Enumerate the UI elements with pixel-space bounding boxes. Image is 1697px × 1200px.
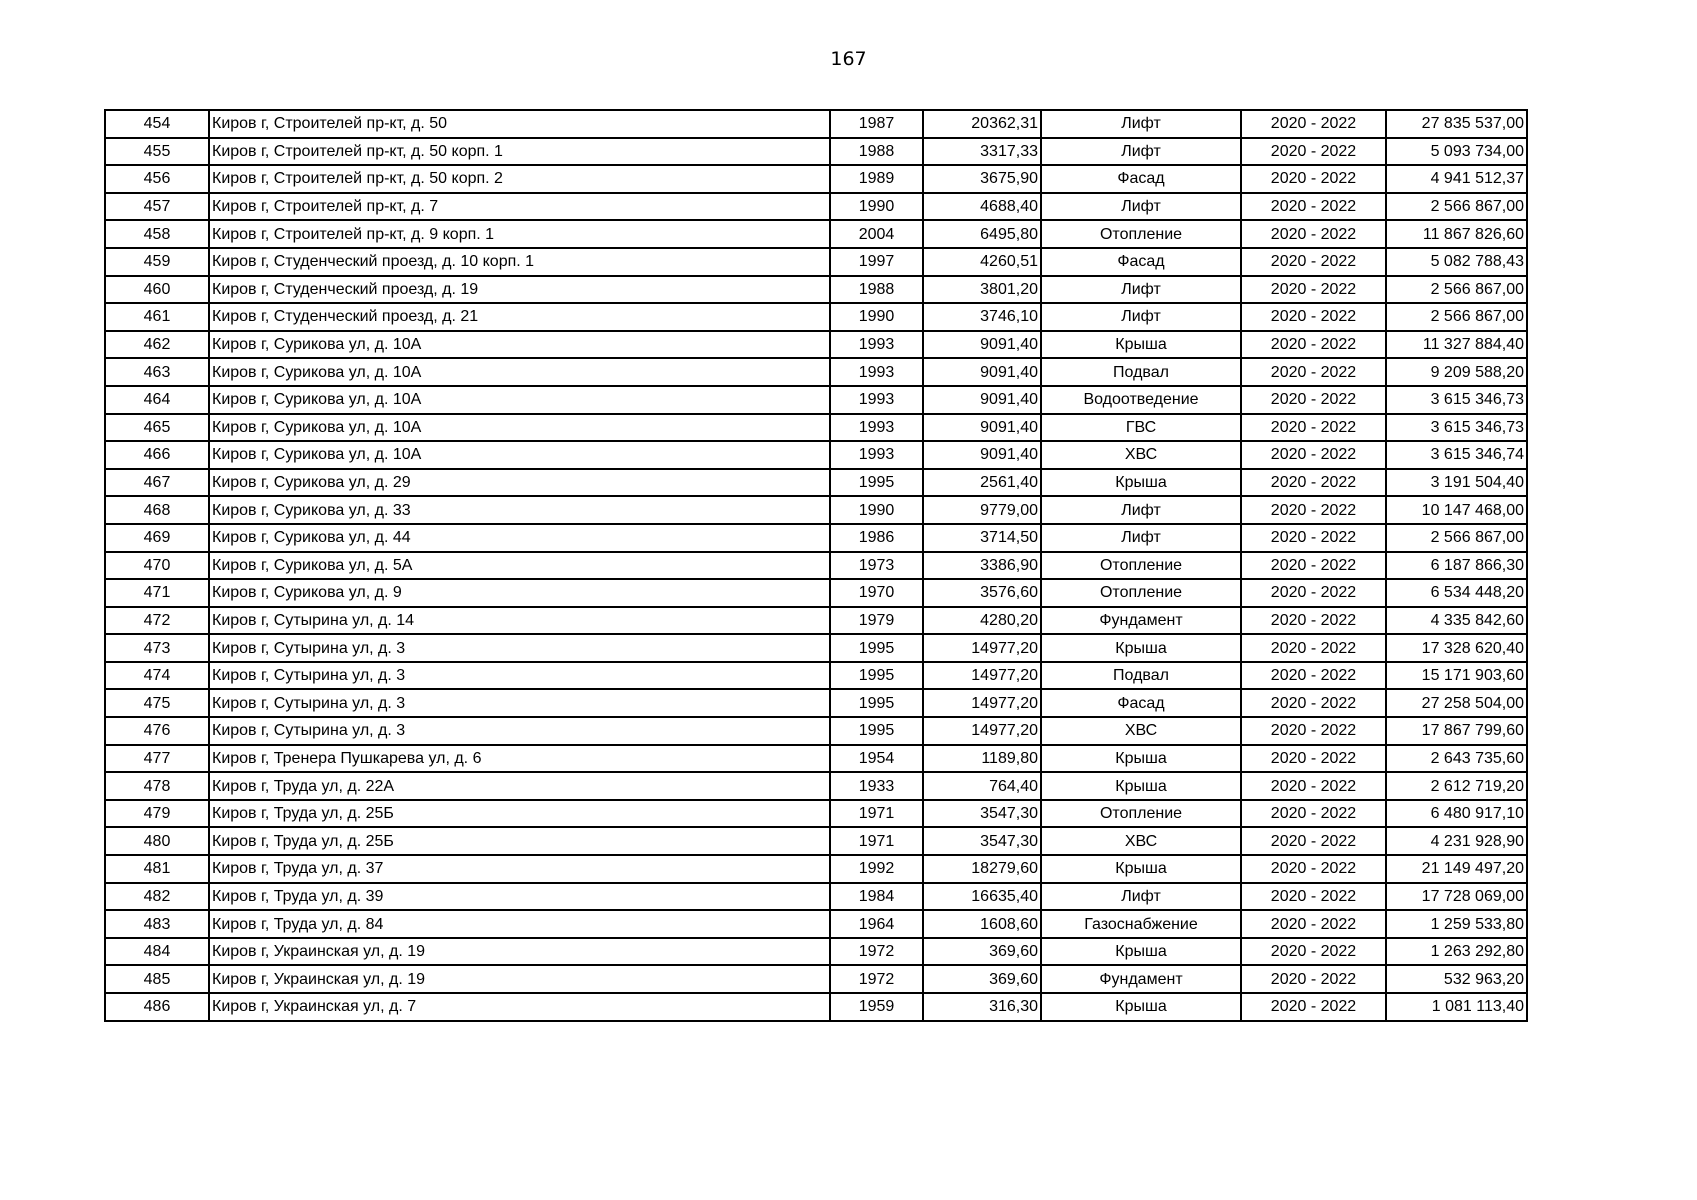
work-type-cell: Отопление bbox=[1041, 579, 1241, 607]
period-cell: 2020 - 2022 bbox=[1241, 138, 1386, 166]
row-number: 477 bbox=[105, 745, 209, 773]
area-cell: 9779,00 bbox=[923, 496, 1041, 524]
cost-cell: 11 867 826,60 bbox=[1386, 220, 1527, 248]
table-row bbox=[105, 524, 1527, 552]
work-type-cell: Лифт bbox=[1041, 496, 1241, 524]
work-type-cell: Фундамент bbox=[1041, 965, 1241, 993]
work-type-cell: Фасад bbox=[1041, 165, 1241, 193]
table-row bbox=[105, 496, 1527, 524]
area-cell: 3547,30 bbox=[923, 800, 1041, 828]
table-row bbox=[105, 883, 1527, 911]
table-row bbox=[105, 469, 1527, 497]
period-cell: 2020 - 2022 bbox=[1241, 414, 1386, 442]
work-type-cell: Лифт bbox=[1041, 303, 1241, 331]
address-cell: Киров г, Сурикова ул, д. 10А bbox=[209, 441, 830, 469]
year-cell: 1986 bbox=[830, 524, 923, 552]
area-cell: 14977,20 bbox=[923, 662, 1041, 690]
year-cell: 2004 bbox=[830, 220, 923, 248]
table-row bbox=[105, 634, 1527, 662]
work-type-cell: Отопление bbox=[1041, 552, 1241, 580]
work-type-cell: ХВС bbox=[1041, 441, 1241, 469]
cost-cell: 1 263 292,80 bbox=[1386, 938, 1527, 966]
area-cell: 369,60 bbox=[923, 965, 1041, 993]
work-type-cell: Крыша bbox=[1041, 993, 1241, 1021]
area-cell: 9091,40 bbox=[923, 331, 1041, 359]
period-cell: 2020 - 2022 bbox=[1241, 193, 1386, 221]
row-number: 483 bbox=[105, 910, 209, 938]
cost-cell: 4 231 928,90 bbox=[1386, 827, 1527, 855]
year-cell: 1993 bbox=[830, 331, 923, 359]
address-cell: Киров г, Украинская ул, д. 19 bbox=[209, 938, 830, 966]
row-number: 458 bbox=[105, 220, 209, 248]
period-cell: 2020 - 2022 bbox=[1241, 745, 1386, 773]
table-row bbox=[105, 165, 1527, 193]
period-cell: 2020 - 2022 bbox=[1241, 469, 1386, 497]
cost-cell: 2 643 735,60 bbox=[1386, 745, 1527, 773]
cost-cell: 3 191 504,40 bbox=[1386, 469, 1527, 497]
work-type-cell: Крыша bbox=[1041, 938, 1241, 966]
row-number: 481 bbox=[105, 855, 209, 883]
area-cell: 3714,50 bbox=[923, 524, 1041, 552]
area-cell: 9091,40 bbox=[923, 414, 1041, 442]
area-cell: 1189,80 bbox=[923, 745, 1041, 773]
year-cell: 1959 bbox=[830, 993, 923, 1021]
period-cell: 2020 - 2022 bbox=[1241, 524, 1386, 552]
area-cell: 4260,51 bbox=[923, 248, 1041, 276]
work-type-cell: Крыша bbox=[1041, 469, 1241, 497]
area-cell: 2561,40 bbox=[923, 469, 1041, 497]
work-type-cell: Лифт bbox=[1041, 110, 1241, 138]
table-row bbox=[105, 358, 1527, 386]
address-cell: Киров г, Сурикова ул, д. 5А bbox=[209, 552, 830, 580]
table-row bbox=[105, 386, 1527, 414]
address-cell: Киров г, Труда ул, д. 39 bbox=[209, 883, 830, 911]
address-cell: Киров г, Труда ул, д. 22А bbox=[209, 772, 830, 800]
table-row bbox=[105, 331, 1527, 359]
year-cell: 1990 bbox=[830, 496, 923, 524]
year-cell: 1972 bbox=[830, 938, 923, 966]
area-cell: 764,40 bbox=[923, 772, 1041, 800]
area-cell: 14977,20 bbox=[923, 689, 1041, 717]
work-type-cell: Крыша bbox=[1041, 331, 1241, 359]
area-cell: 14977,20 bbox=[923, 634, 1041, 662]
cost-cell: 4 941 512,37 bbox=[1386, 165, 1527, 193]
address-cell: Киров г, Сутырина ул, д. 14 bbox=[209, 607, 830, 635]
work-type-cell: ХВС bbox=[1041, 717, 1241, 745]
cost-cell: 17 867 799,60 bbox=[1386, 717, 1527, 745]
period-cell: 2020 - 2022 bbox=[1241, 579, 1386, 607]
period-cell: 2020 - 2022 bbox=[1241, 662, 1386, 690]
address-cell: Киров г, Сурикова ул, д. 44 bbox=[209, 524, 830, 552]
table-row bbox=[105, 689, 1527, 717]
table-row bbox=[105, 552, 1527, 580]
year-cell: 1970 bbox=[830, 579, 923, 607]
year-cell: 1995 bbox=[830, 634, 923, 662]
cost-cell: 6 480 917,10 bbox=[1386, 800, 1527, 828]
area-cell: 3801,20 bbox=[923, 276, 1041, 304]
work-type-cell: Крыша bbox=[1041, 634, 1241, 662]
address-cell: Киров г, Сурикова ул, д. 29 bbox=[209, 469, 830, 497]
work-type-cell: Лифт bbox=[1041, 883, 1241, 911]
period-cell: 2020 - 2022 bbox=[1241, 220, 1386, 248]
area-cell: 316,30 bbox=[923, 993, 1041, 1021]
work-type-cell: Подвал bbox=[1041, 662, 1241, 690]
year-cell: 1984 bbox=[830, 883, 923, 911]
address-cell: Киров г, Труда ул, д. 25Б bbox=[209, 827, 830, 855]
period-cell: 2020 - 2022 bbox=[1241, 441, 1386, 469]
row-number: 473 bbox=[105, 634, 209, 662]
period-cell: 2020 - 2022 bbox=[1241, 165, 1386, 193]
year-cell: 1995 bbox=[830, 662, 923, 690]
cost-cell: 532 963,20 bbox=[1386, 965, 1527, 993]
year-cell: 1987 bbox=[830, 110, 923, 138]
cost-cell: 2 612 719,20 bbox=[1386, 772, 1527, 800]
row-number: 454 bbox=[105, 110, 209, 138]
address-cell: Киров г, Сурикова ул, д. 33 bbox=[209, 496, 830, 524]
area-cell: 9091,40 bbox=[923, 358, 1041, 386]
row-number: 465 bbox=[105, 414, 209, 442]
area-cell: 16635,40 bbox=[923, 883, 1041, 911]
row-number: 466 bbox=[105, 441, 209, 469]
address-cell: Киров г, Сурикова ул, д. 10А bbox=[209, 414, 830, 442]
address-cell: Киров г, Строителей пр-кт, д. 7 bbox=[209, 193, 830, 221]
table-row bbox=[105, 414, 1527, 442]
row-number: 480 bbox=[105, 827, 209, 855]
page-number: 167 bbox=[830, 48, 867, 70]
cost-cell: 2 566 867,00 bbox=[1386, 303, 1527, 331]
cost-cell: 6 534 448,20 bbox=[1386, 579, 1527, 607]
work-type-cell: Газоснабжение bbox=[1041, 910, 1241, 938]
table-row bbox=[105, 110, 1527, 138]
area-cell: 3317,33 bbox=[923, 138, 1041, 166]
address-cell: Киров г, Сутырина ул, д. 3 bbox=[209, 634, 830, 662]
work-type-cell: ХВС bbox=[1041, 827, 1241, 855]
row-number: 479 bbox=[105, 800, 209, 828]
cost-cell: 3 615 346,73 bbox=[1386, 386, 1527, 414]
area-cell: 9091,40 bbox=[923, 386, 1041, 414]
row-number: 485 bbox=[105, 965, 209, 993]
cost-cell: 21 149 497,20 bbox=[1386, 855, 1527, 883]
work-type-cell: Крыша bbox=[1041, 855, 1241, 883]
cost-cell: 2 566 867,00 bbox=[1386, 524, 1527, 552]
row-number: 463 bbox=[105, 358, 209, 386]
cost-cell: 2 566 867,00 bbox=[1386, 193, 1527, 221]
work-type-cell: Фасад bbox=[1041, 689, 1241, 717]
table-row bbox=[105, 910, 1527, 938]
period-cell: 2020 - 2022 bbox=[1241, 276, 1386, 304]
year-cell: 1954 bbox=[830, 745, 923, 773]
period-cell: 2020 - 2022 bbox=[1241, 993, 1386, 1021]
row-number: 468 bbox=[105, 496, 209, 524]
period-cell: 2020 - 2022 bbox=[1241, 358, 1386, 386]
row-number: 472 bbox=[105, 607, 209, 635]
row-number: 486 bbox=[105, 993, 209, 1021]
period-cell: 2020 - 2022 bbox=[1241, 717, 1386, 745]
cost-cell: 3 615 346,74 bbox=[1386, 441, 1527, 469]
year-cell: 1993 bbox=[830, 441, 923, 469]
work-type-cell: Водоотведение bbox=[1041, 386, 1241, 414]
table-row bbox=[105, 938, 1527, 966]
address-cell: Киров г, Студенческий проезд, д. 19 bbox=[209, 276, 830, 304]
table-row bbox=[105, 441, 1527, 469]
period-cell: 2020 - 2022 bbox=[1241, 303, 1386, 331]
period-cell: 2020 - 2022 bbox=[1241, 827, 1386, 855]
table-row bbox=[105, 607, 1527, 635]
area-cell: 3675,90 bbox=[923, 165, 1041, 193]
year-cell: 1964 bbox=[830, 910, 923, 938]
table-row bbox=[105, 993, 1527, 1021]
area-cell: 3386,90 bbox=[923, 552, 1041, 580]
table-row bbox=[105, 772, 1527, 800]
period-cell: 2020 - 2022 bbox=[1241, 607, 1386, 635]
work-type-cell: Фундамент bbox=[1041, 607, 1241, 635]
area-cell: 6495,80 bbox=[923, 220, 1041, 248]
year-cell: 1989 bbox=[830, 165, 923, 193]
address-cell: Киров г, Труда ул, д. 84 bbox=[209, 910, 830, 938]
year-cell: 1993 bbox=[830, 358, 923, 386]
address-cell: Киров г, Сурикова ул, д. 9 bbox=[209, 579, 830, 607]
period-cell: 2020 - 2022 bbox=[1241, 331, 1386, 359]
area-cell: 3547,30 bbox=[923, 827, 1041, 855]
work-type-cell: Подвал bbox=[1041, 358, 1241, 386]
work-type-cell: Лифт bbox=[1041, 138, 1241, 166]
year-cell: 1995 bbox=[830, 469, 923, 497]
table-row bbox=[105, 855, 1527, 883]
row-number: 478 bbox=[105, 772, 209, 800]
address-cell: Киров г, Сурикова ул, д. 10А bbox=[209, 386, 830, 414]
cost-cell: 3 615 346,73 bbox=[1386, 414, 1527, 442]
year-cell: 1993 bbox=[830, 386, 923, 414]
cost-cell: 4 335 842,60 bbox=[1386, 607, 1527, 635]
cost-cell: 27 835 537,00 bbox=[1386, 110, 1527, 138]
row-number: 455 bbox=[105, 138, 209, 166]
row-number: 460 bbox=[105, 276, 209, 304]
area-cell: 4280,20 bbox=[923, 607, 1041, 635]
year-cell: 1990 bbox=[830, 303, 923, 331]
row-number: 482 bbox=[105, 883, 209, 911]
cost-cell: 1 259 533,80 bbox=[1386, 910, 1527, 938]
cost-cell: 27 258 504,00 bbox=[1386, 689, 1527, 717]
table-row bbox=[105, 717, 1527, 745]
year-cell: 1973 bbox=[830, 552, 923, 580]
table-row bbox=[105, 276, 1527, 304]
area-cell: 4688,40 bbox=[923, 193, 1041, 221]
table-row bbox=[105, 248, 1527, 276]
year-cell: 1997 bbox=[830, 248, 923, 276]
table-row bbox=[105, 220, 1527, 248]
work-type-cell: Лифт bbox=[1041, 193, 1241, 221]
cost-cell: 17 328 620,40 bbox=[1386, 634, 1527, 662]
row-number: 470 bbox=[105, 552, 209, 580]
address-cell: Киров г, Строителей пр-кт, д. 50 корп. 2 bbox=[209, 165, 830, 193]
row-number: 474 bbox=[105, 662, 209, 690]
row-number: 464 bbox=[105, 386, 209, 414]
year-cell: 1995 bbox=[830, 689, 923, 717]
year-cell: 1988 bbox=[830, 276, 923, 304]
period-cell: 2020 - 2022 bbox=[1241, 772, 1386, 800]
year-cell: 1972 bbox=[830, 965, 923, 993]
row-number: 462 bbox=[105, 331, 209, 359]
year-cell: 1971 bbox=[830, 800, 923, 828]
year-cell: 1971 bbox=[830, 827, 923, 855]
address-cell: Киров г, Труда ул, д. 37 bbox=[209, 855, 830, 883]
period-cell: 2020 - 2022 bbox=[1241, 938, 1386, 966]
period-cell: 2020 - 2022 bbox=[1241, 855, 1386, 883]
period-cell: 2020 - 2022 bbox=[1241, 965, 1386, 993]
row-number: 457 bbox=[105, 193, 209, 221]
year-cell: 1992 bbox=[830, 855, 923, 883]
table-row bbox=[105, 965, 1527, 993]
year-cell: 1988 bbox=[830, 138, 923, 166]
year-cell: 1979 bbox=[830, 607, 923, 635]
table-row bbox=[105, 800, 1527, 828]
address-cell: Киров г, Сурикова ул, д. 10А bbox=[209, 331, 830, 359]
cost-cell: 17 728 069,00 bbox=[1386, 883, 1527, 911]
row-number: 476 bbox=[105, 717, 209, 745]
table-row bbox=[105, 745, 1527, 773]
row-number: 484 bbox=[105, 938, 209, 966]
address-cell: Киров г, Студенческий проезд, д. 10 корп. 1 bbox=[209, 248, 830, 276]
cost-cell: 15 171 903,60 bbox=[1386, 662, 1527, 690]
address-cell: Киров г, Труда ул, д. 25Б bbox=[209, 800, 830, 828]
cost-cell: 5 093 734,00 bbox=[1386, 138, 1527, 166]
table-row bbox=[105, 138, 1527, 166]
area-cell: 1608,60 bbox=[923, 910, 1041, 938]
area-cell: 18279,60 bbox=[923, 855, 1041, 883]
area-cell: 20362,31 bbox=[923, 110, 1041, 138]
cost-cell: 10 147 468,00 bbox=[1386, 496, 1527, 524]
cost-cell: 11 327 884,40 bbox=[1386, 331, 1527, 359]
row-number: 459 bbox=[105, 248, 209, 276]
year-cell: 1993 bbox=[830, 414, 923, 442]
row-number: 475 bbox=[105, 689, 209, 717]
address-cell: Киров г, Украинская ул, д. 19 bbox=[209, 965, 830, 993]
area-cell: 369,60 bbox=[923, 938, 1041, 966]
table-row bbox=[105, 662, 1527, 690]
area-cell: 9091,40 bbox=[923, 441, 1041, 469]
row-number: 467 bbox=[105, 469, 209, 497]
work-type-cell: ГВС bbox=[1041, 414, 1241, 442]
address-cell: Киров г, Сурикова ул, д. 10А bbox=[209, 358, 830, 386]
year-cell: 1990 bbox=[830, 193, 923, 221]
area-cell: 3746,10 bbox=[923, 303, 1041, 331]
address-cell: Киров г, Тренера Пушкарева ул, д. 6 bbox=[209, 745, 830, 773]
work-type-cell: Крыша bbox=[1041, 772, 1241, 800]
work-type-cell: Отопление bbox=[1041, 220, 1241, 248]
work-type-cell: Лифт bbox=[1041, 276, 1241, 304]
address-cell: Киров г, Украинская ул, д. 7 bbox=[209, 993, 830, 1021]
period-cell: 2020 - 2022 bbox=[1241, 910, 1386, 938]
period-cell: 2020 - 2022 bbox=[1241, 689, 1386, 717]
period-cell: 2020 - 2022 bbox=[1241, 496, 1386, 524]
work-type-cell: Отопление bbox=[1041, 800, 1241, 828]
period-cell: 2020 - 2022 bbox=[1241, 248, 1386, 276]
period-cell: 2020 - 2022 bbox=[1241, 552, 1386, 580]
cost-cell: 2 566 867,00 bbox=[1386, 276, 1527, 304]
repair-schedule-table bbox=[104, 109, 1528, 1022]
address-cell: Киров г, Строителей пр-кт, д. 50 bbox=[209, 110, 830, 138]
table-row bbox=[105, 827, 1527, 855]
work-type-cell: Фасад bbox=[1041, 248, 1241, 276]
year-cell: 1933 bbox=[830, 772, 923, 800]
table-row bbox=[105, 579, 1527, 607]
table-row bbox=[105, 193, 1527, 221]
address-cell: Киров г, Сутырина ул, д. 3 bbox=[209, 717, 830, 745]
period-cell: 2020 - 2022 bbox=[1241, 800, 1386, 828]
work-type-cell: Лифт bbox=[1041, 524, 1241, 552]
cost-cell: 9 209 588,20 bbox=[1386, 358, 1527, 386]
period-cell: 2020 - 2022 bbox=[1241, 883, 1386, 911]
period-cell: 2020 - 2022 bbox=[1241, 386, 1386, 414]
address-cell: Киров г, Сутырина ул, д. 3 bbox=[209, 689, 830, 717]
area-cell: 14977,20 bbox=[923, 717, 1041, 745]
address-cell: Киров г, Студенческий проезд, д. 21 bbox=[209, 303, 830, 331]
period-cell: 2020 - 2022 bbox=[1241, 110, 1386, 138]
row-number: 461 bbox=[105, 303, 209, 331]
cost-cell: 1 081 113,40 bbox=[1386, 993, 1527, 1021]
table-row bbox=[105, 303, 1527, 331]
address-cell: Киров г, Сутырина ул, д. 3 bbox=[209, 662, 830, 690]
row-number: 469 bbox=[105, 524, 209, 552]
work-type-cell: Крыша bbox=[1041, 745, 1241, 773]
address-cell: Киров г, Строителей пр-кт, д. 50 корп. 1 bbox=[209, 138, 830, 166]
period-cell: 2020 - 2022 bbox=[1241, 634, 1386, 662]
cost-cell: 5 082 788,43 bbox=[1386, 248, 1527, 276]
row-number: 471 bbox=[105, 579, 209, 607]
address-cell: Киров г, Строителей пр-кт, д. 9 корп. 1 bbox=[209, 220, 830, 248]
cost-cell: 6 187 866,30 bbox=[1386, 552, 1527, 580]
year-cell: 1995 bbox=[830, 717, 923, 745]
row-number: 456 bbox=[105, 165, 209, 193]
table-body bbox=[105, 110, 1527, 1021]
area-cell: 3576,60 bbox=[923, 579, 1041, 607]
